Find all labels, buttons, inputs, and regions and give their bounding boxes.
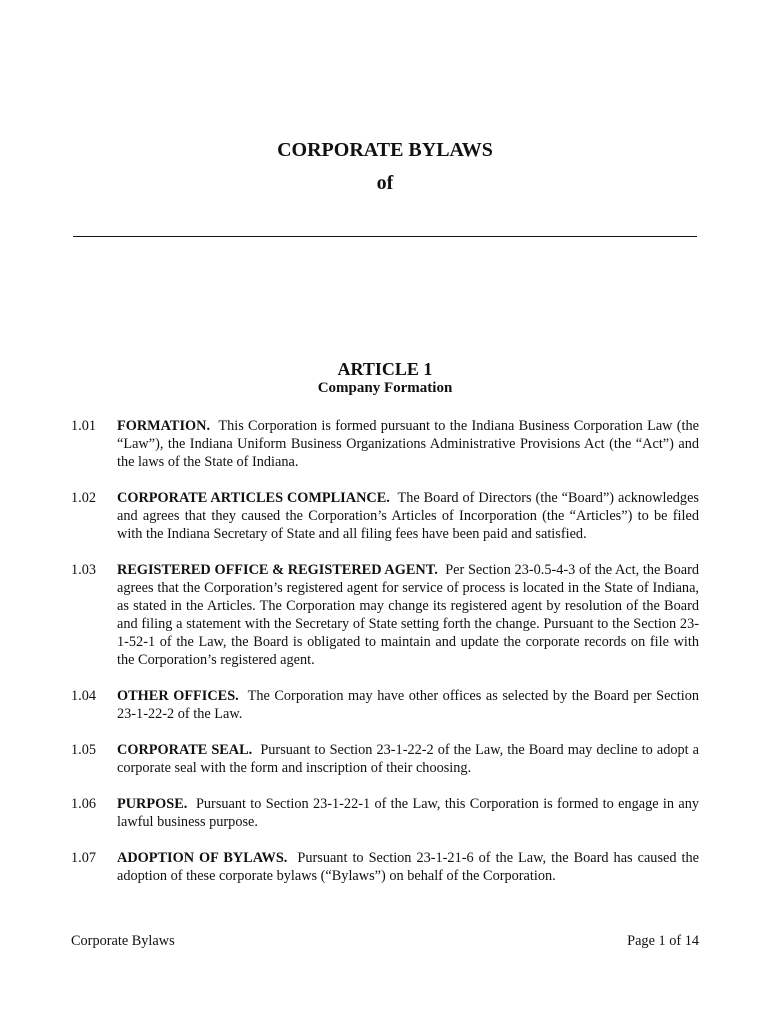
section-text: Per Section 23-0.5-4-3 of the Act, the Board agrees that the Corporation’s registered agent for service of process is located in the State of Indiana, as stated in the Articles. The Corporation may change its registered agent by resolution of the Board and filing a statement with the Secretary of State setting forth the change. Pursuant to the Section 23-1-52-1 of the Law, the Board is obligated to maintain and update the corporate records on file with the Corporation’s registered agent. — [117, 562, 699, 668]
section-heading: REGISTERED OFFICE & REGISTERED AGENT. — [117, 562, 438, 578]
section-1-07 — [71, 849, 699, 885]
page-footer — [71, 933, 699, 950]
section-text: The Board of Directors (the “Board”) acknowledges and agrees that they caused the Corporation’s Articles of Incorporation (the “Articles”) to be filed with the Indiana Secretary of State and all filing fees have been paid and satisfied. — [117, 490, 699, 542]
section-1-03 — [71, 561, 699, 669]
section-number: 1.06 — [71, 796, 97, 812]
section-number: 1.02 — [71, 490, 97, 506]
document-title-of: of — [376, 172, 394, 194]
footer-page-number: Page 1 of 14 — [627, 933, 699, 949]
footer-document-name: Corporate Bylaws — [71, 933, 175, 949]
article-title: ARTICLE 1 — [337, 359, 433, 379]
article-subtitle: Company Formation — [317, 380, 453, 396]
section-body — [117, 561, 699, 669]
section-1-02 — [71, 489, 699, 543]
section-heading: OTHER OFFICES. — [117, 688, 239, 704]
section-body — [117, 849, 699, 885]
section-heading: CORPORATE SEAL. — [117, 742, 253, 758]
section-number: 1.07 — [71, 850, 97, 866]
sections-list — [71, 417, 699, 885]
section-body — [117, 687, 699, 723]
section-number: 1.05 — [71, 742, 97, 758]
section-number: 1.04 — [71, 688, 97, 704]
section-number: 1.01 — [71, 418, 97, 434]
section-text: This Corporation is formed pursuant to the Indiana Business Corporation Law (the “Law”), the Indiana Uniform Business Organizations Administrative Provisions Act (the “Act”) and the laws of the State of Indiana. — [117, 418, 699, 470]
section-1-05 — [71, 741, 699, 777]
section-1-04 — [71, 687, 699, 723]
section-heading: ADOPTION OF BYLAWS. — [117, 850, 288, 866]
company-name-blank-line — [73, 222, 697, 237]
section-text: Pursuant to Section 23-1-22-1 of the Law, this Corporation is formed to engage in any lawful business purpose. — [117, 796, 699, 830]
section-heading: FORMATION. — [117, 418, 211, 434]
section-number: 1.03 — [71, 562, 97, 578]
section-1-06 — [71, 795, 699, 831]
section-heading: CORPORATE ARTICLES COMPLIANCE. — [117, 490, 390, 506]
section-body — [117, 489, 699, 543]
section-body — [117, 417, 699, 471]
section-body — [117, 795, 699, 831]
section-text: Pursuant to Section 23-1-22-2 of the Law, the Board may decline to adopt a corporate seal with the form and inscription of their choosing. — [117, 742, 699, 776]
section-heading: PURPOSE. — [117, 796, 188, 812]
section-body — [117, 741, 699, 777]
section-1-01 — [71, 417, 699, 471]
section-text: Pursuant to Section 23-1-21-6 of the Law, the Board has caused the adoption of these corporate bylaws (“Bylaws”) on behalf of the Corporation. — [117, 850, 699, 884]
section-text: The Corporation may have other offices as selected by the Board per Section 23-1-22-2 of the Law. — [117, 688, 699, 722]
document-title: CORPORATE BYLAWS — [277, 139, 493, 161]
